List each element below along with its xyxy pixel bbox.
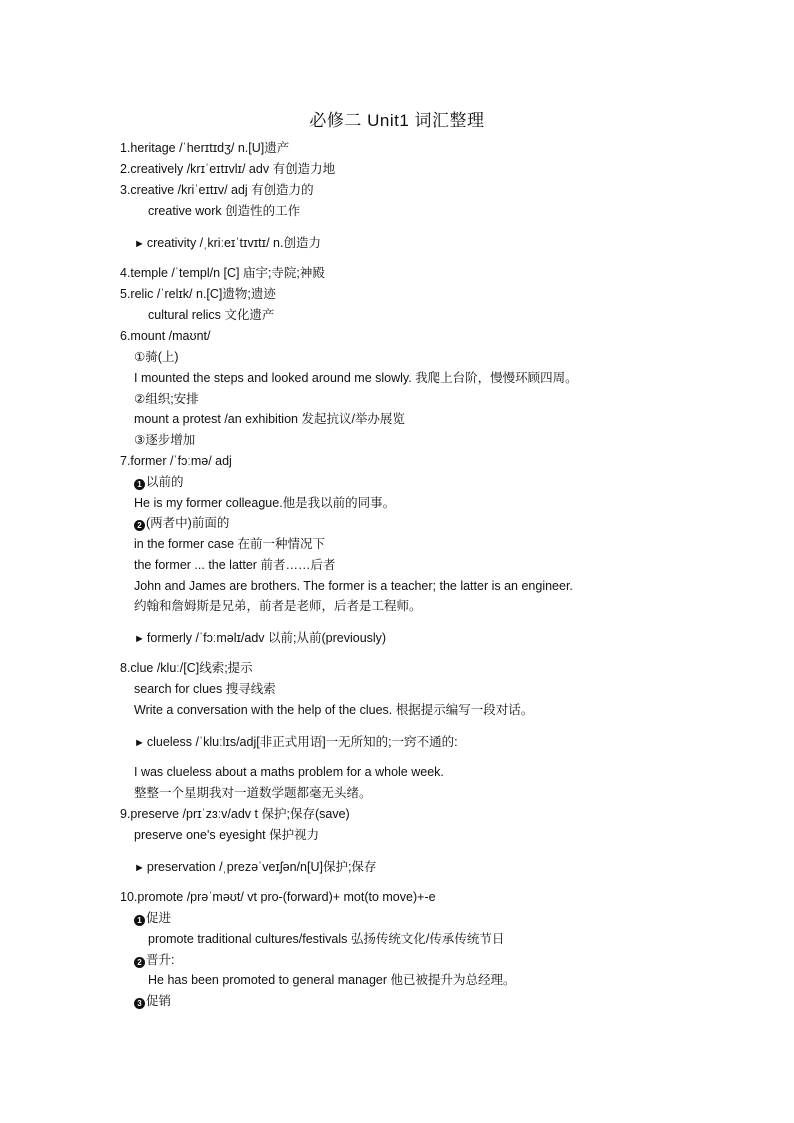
arrow-icon: ► [134, 633, 145, 645]
number-bullet-icon: 1 [134, 915, 145, 926]
page-title: 必修二 Unit1 词汇整理 [309, 111, 485, 130]
example-line: John and James are brothers. The former is a teacher; the latter is an engineer. [134, 579, 573, 593]
sense-line: 3 促销 [134, 993, 171, 1009]
example-line: promote traditional cultures/festivals 弘扬传统文化/传承传统节日 [148, 932, 505, 946]
example-line: creative work 创造性的工作 [148, 204, 301, 218]
entry-heritage: 1.heritage /ˈherɪtɪdʒ/ n.[U]遗产 [120, 141, 290, 155]
example-line: in the former case 在前一种情况下 [134, 537, 326, 551]
example-line: preserve one's eyesight 保护视力 [134, 828, 320, 842]
entry-creative: 3.creative /kriˈeɪtɪv/ adj 有创造力的 [120, 183, 314, 197]
example-line: 整整一个星期我对一道数学题都毫无头绪。 [134, 786, 372, 800]
entry-temple: 4.temple /ˈtempl/n [C] 庙宇;寺院;神殿 [120, 266, 325, 280]
sense-line: 2 晋升: [134, 952, 174, 968]
sense-line: ①骑(上) [134, 350, 179, 364]
entry-clue: 8.clue /kluː/[C]线索;提示 [120, 661, 253, 675]
number-bullet-icon: 2 [134, 957, 145, 968]
entry-relic: 5.relic /ˈrelɪk/ n.[C]遗物;遗迹 [120, 287, 276, 301]
arrow-icon: ► [134, 862, 145, 874]
sense-line: ③逐步增加 [134, 433, 196, 447]
example-line: I mounted the steps and looked around me slowly. 我爬上台阶，慢慢环顾四周。 [134, 371, 578, 385]
number-bullet-icon: 2 [134, 520, 145, 531]
example-line: I was clueless about a maths problem for a whole week. [134, 765, 444, 779]
example-line: He has been promoted to general manager 他已被提升为总经理。 [148, 973, 516, 987]
example-line: Write a conversation with the help of the clues. 根据提示编写一段对话。 [134, 703, 534, 717]
derivative-creativity [134, 235, 321, 252]
arrow-icon: ► [134, 737, 145, 749]
sense-line: 1 以前的 [134, 474, 184, 490]
sense-line: 1 促进 [134, 910, 171, 926]
entry-preserve: 9.preserve /prɪˈzɜːv/adv t 保护;保存(save) [120, 807, 350, 821]
example-line: 约翰和詹姆斯是兄弟，前者是老师，后者是工程师。 [134, 599, 422, 613]
derivative-text: creativity /ˌkriːeɪˈtɪvɪtɪ/ n.创造力 [146, 236, 321, 250]
example-line: search for clues 搜寻线索 [134, 682, 276, 696]
derivative-text: clueless /ˈkluːlɪs/adj[非正式用语]一无所知的;一窍不通的: [146, 735, 458, 749]
entry-promote: 10.promote /prəˈməʊt/ vt pro-(forward)+ mot(to move)+-e [120, 890, 436, 904]
example-line: cultural relics 文化遗产 [148, 308, 275, 322]
entry-former: 7.former /ˈfɔːmə/ adj [120, 454, 232, 468]
derivative-clueless [134, 734, 458, 751]
number-bullet-icon: 1 [134, 479, 145, 490]
example-line: the former ... the latter 前者……后者 [134, 558, 336, 572]
derivative-preservation [134, 859, 376, 876]
number-bullet-icon: 3 [134, 998, 145, 1009]
arrow-icon: ► [134, 238, 145, 250]
sense-line: 2 (两者中)前面的 [134, 515, 229, 531]
example-line: He is my former colleague.他是我以前的同事。 [134, 496, 396, 510]
derivative-text: preservation /ˌprezəˈveɪʃən/n[U]保护;保存 [146, 860, 377, 874]
derivative-formerly [134, 630, 386, 647]
derivative-text: formerly /ˈfɔːməlɪ/adv 以前;从前(previously) [146, 631, 387, 645]
entry-creatively: 2.creatively /krɪˈeɪtɪvlɪ/ adv 有创造力地 [120, 162, 336, 176]
sense-line: ②组织;安排 [134, 392, 199, 406]
entry-mount: 6.mount /maʊnt/ [120, 329, 211, 343]
example-line: mount a protest /an exhibition 发起抗议/举办展览 [134, 412, 405, 426]
